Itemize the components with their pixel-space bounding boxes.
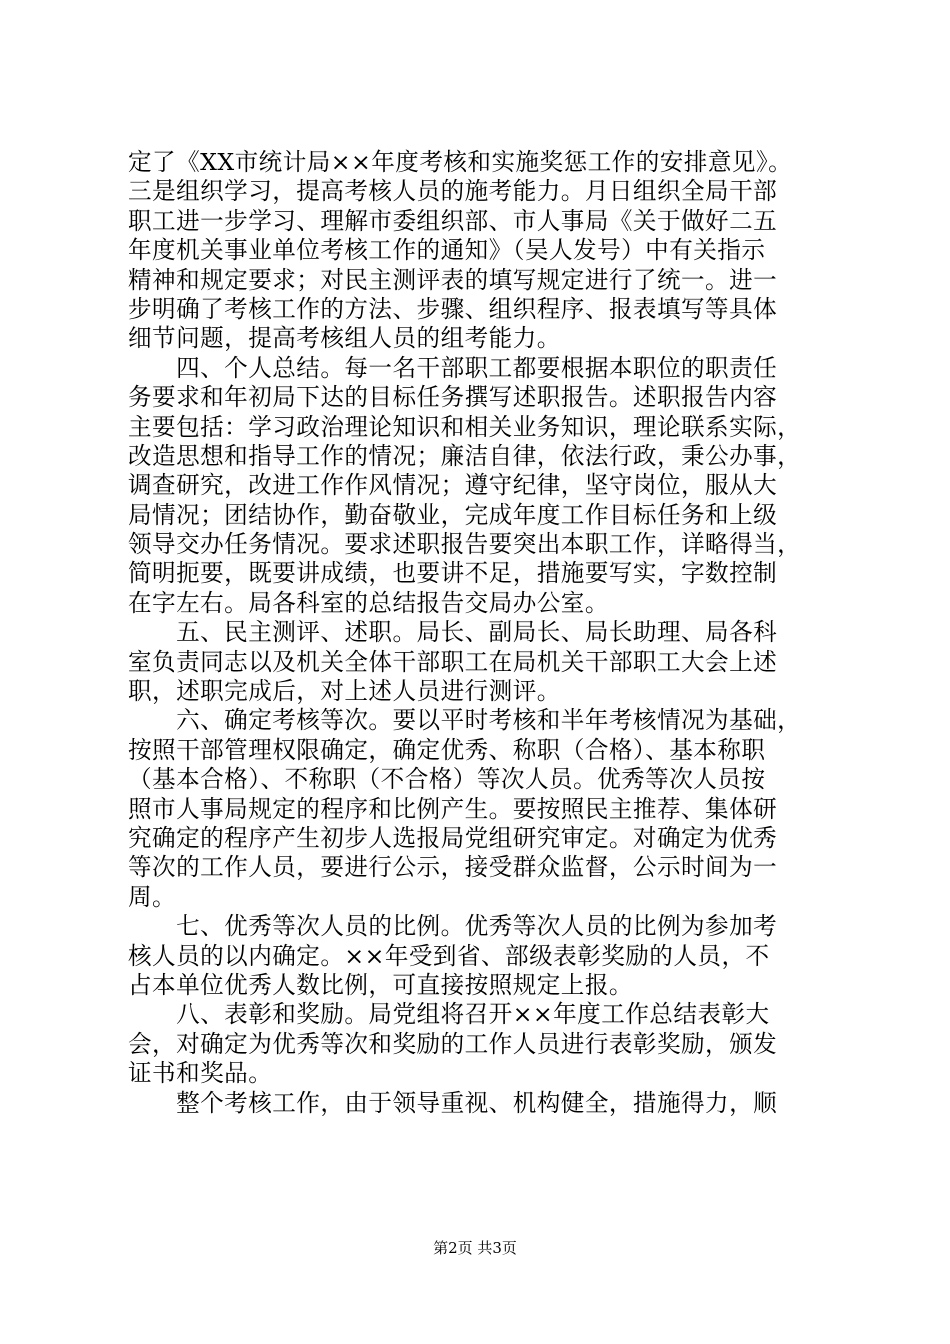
document-body bbox=[128, 148, 828, 1118]
text-line: 职，述职完成后，对上述人员进行测评。 bbox=[128, 677, 561, 706]
text-line: 六、确定考核等次。要以平时考核和半年考核情况为基础， bbox=[128, 706, 802, 735]
page-footer bbox=[0, 1238, 950, 1258]
text-line: 务要求和年初局下达的目标任务撰写述职报告。述职报告内容 bbox=[128, 383, 778, 412]
text-line: 按照干部管理权限确定，确定优秀、称职（合格）、基本称职 bbox=[128, 735, 766, 764]
text-line: 照市人事局规定的程序和比例产生。要按照民主推荐、集体研 bbox=[128, 794, 778, 823]
page-number: 第2页 共3页 bbox=[433, 1239, 517, 1257]
text-line: 占本单位优秀人数比例，可直接按照规定上报。 bbox=[128, 970, 633, 999]
text-line: （基本合格）、不称职（不合格）等次人员。优秀等次人员按 bbox=[128, 765, 766, 794]
text-line: 究确定的程序产生初步人选报局党组研究审定。对确定为优秀 bbox=[128, 823, 778, 852]
text-line: 调查研究，改进工作作风情况；遵守纪律，坚守岗位，服从大 bbox=[128, 471, 778, 500]
text-line: 局情况；团结协作，勤奋敬业，完成年度工作目标任务和上级 bbox=[128, 500, 778, 529]
text-line: 步明确了考核工作的方法、步骤、组织程序、报表填写等具体 bbox=[128, 294, 778, 323]
text-line: 八、表彰和奖励。局党组将召开××年度工作总结表彰大 bbox=[128, 1000, 770, 1029]
text-line: 室负责同志以及机关全体干部职工在局机关干部职工大会上述 bbox=[128, 647, 778, 676]
text-line: 核人员的以内确定。××年受到省、部级表彰奖励的人员，不 bbox=[128, 941, 770, 970]
text-line: 改造思想和指导工作的情况；廉洁自律，依法行政，秉公办事， bbox=[128, 441, 802, 470]
text-line: 细节问题，提高考核组人员的组考能力。 bbox=[128, 324, 561, 353]
text-line: 证书和奖品。 bbox=[128, 1059, 273, 1088]
text-line: 年度机关事业单位考核工作的通知》（吴人发号）中有关指示 bbox=[128, 236, 766, 265]
text-line: 三是组织学习，提高考核人员的施考能力。月日组织全局干部 bbox=[128, 177, 778, 206]
text-line: 主要包括：学习政治理论知识和相关业务知识，理论联系实际， bbox=[128, 412, 802, 441]
text-line: 四、个人总结。每一名干部职工都要根据本职位的职责任 bbox=[128, 353, 778, 382]
text-line: 领导交办任务情况。要求述职报告要突出本职工作，详略得当， bbox=[128, 530, 802, 559]
text-line: 定了《XX市统计局××年度考核和实施奖惩工作的安排意见》。 bbox=[128, 148, 793, 176]
text-line: 职工进一步学习、理解市委组织部、市人事局《关于做好二五 bbox=[128, 206, 778, 235]
text-line: 七、优秀等次人员的比例。优秀等次人员的比例为参加考 bbox=[128, 912, 778, 941]
text-line: 简明扼要，既要讲成绩，也要讲不足，措施要写实，字数控制 bbox=[128, 559, 778, 588]
text-line: 五、民主测评、述职。局长、副局长、局长助理、局各科 bbox=[128, 618, 778, 647]
text-line: 会，对确定为优秀等次和奖励的工作人员进行表彰奖励，颁发 bbox=[128, 1029, 778, 1058]
text-line: 在字左右。局各科室的总结报告交局办公室。 bbox=[128, 588, 609, 617]
text-line: 精神和规定要求；对民主测评表的填写规定进行了统一。进一 bbox=[128, 265, 778, 294]
text-line: 整个考核工作，由于领导重视、机构健全，措施得力，顺 bbox=[128, 1088, 778, 1117]
text-line: 等次的工作人员，要进行公示，接受群众监督，公示时间为一 bbox=[128, 853, 778, 882]
text-line: 周。 bbox=[128, 882, 177, 911]
